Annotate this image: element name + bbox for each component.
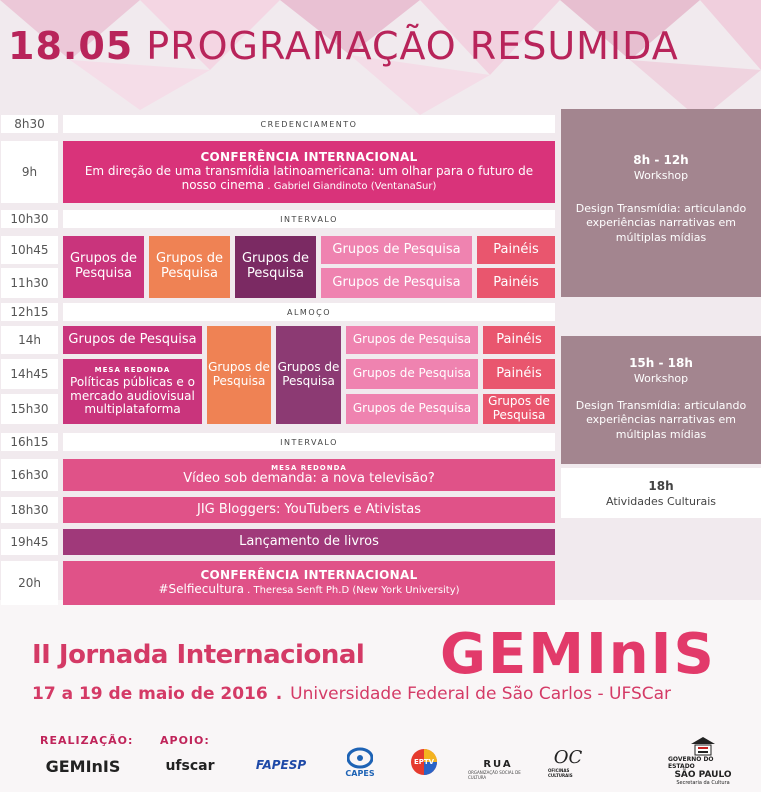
oficinas-culturais-logo [548, 744, 588, 780]
bar-intervalo: INTERVALO [63, 210, 555, 228]
time-slot: 12h15 [1, 303, 58, 321]
session-bloggers: JIG Bloggers: YouTubers e Ativistas [63, 497, 555, 523]
separator: . [275, 684, 283, 704]
session-grupos-pesquisa: Grupos de Pesquisa [321, 268, 472, 298]
conference-speaker: . Theresa Senft Ph.D (New York University) [243, 585, 460, 596]
capes-text: CAPES [345, 768, 375, 778]
time-slot: 10h30 [1, 210, 58, 228]
title-text: PROGRAMAÇÃO RESUMIDA [146, 24, 679, 68]
session-paineis: Painéis [477, 236, 555, 264]
time-slot: 14h [1, 326, 58, 354]
time-slot: 16h15 [1, 433, 58, 451]
mesa-redonda-block [63, 459, 555, 491]
conference-title-2 [158, 583, 459, 597]
gov-line2: SÃO PAULO [674, 770, 732, 780]
event-university: Universidade Federal de São Carlos - UFSCar [290, 684, 672, 704]
session-paineis: Painéis [483, 326, 555, 354]
oc-text: OC [553, 746, 583, 768]
session-grupos-pesquisa: Grupos de Pesquisa [63, 236, 144, 298]
workshop-block [561, 109, 761, 297]
session-grupos-pesquisa: Grupos de Pesquisa [207, 326, 271, 424]
apoio-label: APOIO: [160, 734, 210, 747]
event-name: II Jornada Internacional [32, 640, 365, 670]
rua-subtext: ORGANIZAÇÃO SOCIAL DE CULTURA [468, 769, 521, 780]
oc-subtext: OFICINAS CULTURAIS [548, 767, 573, 778]
event-dates: 17 a 19 de maio de 2016 [32, 684, 268, 704]
ufscar-logo: ufscar [165, 758, 215, 774]
conference-speaker: . Gabriel Giandinoto (VentanaSur) [264, 180, 437, 192]
geminis-logo: GEMInIS [45, 756, 121, 776]
time-slot: 19h45 [1, 529, 58, 555]
bar-almoco: ALMOÇO [63, 303, 555, 321]
mesa-heading: MESA REDONDA [271, 463, 347, 472]
event-logo-text: GEMInIS [440, 622, 716, 687]
mesa-redonda-block [63, 359, 202, 424]
workshop-desc: Design Transmídia: articulando experiências narrativas em múltiplas mídias [575, 399, 747, 441]
time-slot: 16h30 [1, 459, 58, 491]
workshop-desc: Design Transmídia: articulando experiências narrativas em múltiplas mídias [575, 202, 747, 244]
conference-block [63, 141, 555, 203]
time-slot: 18h30 [1, 497, 58, 523]
time-slot: 11h30 [1, 268, 58, 298]
gov-line3: Secretaria da Cultura [676, 780, 730, 786]
workshop-label: Workshop [633, 372, 689, 385]
title-date: 18.05 [8, 24, 134, 68]
conference-block [63, 561, 555, 605]
session-grupos-pesquisa: Grupos de Pesquisa [321, 236, 472, 264]
cultural-label: Atividades Culturais [605, 494, 716, 508]
capes-logo [340, 744, 380, 780]
conference-title-2 [182, 179, 437, 193]
sp-coat-of-arms-icon [690, 736, 716, 756]
session-grupos-pesquisa: Grupos de Pesquisa [63, 326, 202, 354]
workshop-time: 8h - 12h [633, 153, 689, 167]
mesa-heading: MESA REDONDA [94, 365, 171, 374]
mesa-text: Políticas públicas e o mercado audiovisual multiplataforma [70, 374, 195, 417]
session-grupos-pesquisa: Grupos de Pesquisa [346, 359, 478, 389]
cultural-block [561, 468, 761, 518]
session-grupos-pesquisa: Grupos de Pesquisa [235, 236, 316, 298]
gov-line1: GOVERNO DO ESTADO [668, 756, 714, 770]
workshop-time: 15h - 18h [629, 356, 693, 370]
eptv-logo [408, 746, 440, 778]
session-grupos-pesquisa: Grupos de Pesquisa [276, 326, 341, 424]
bar-credenciamento: CREDENCIAMENTO [63, 115, 555, 133]
eptv-text: EPTV [413, 758, 435, 766]
session-paineis: Painéis [483, 359, 555, 389]
session-grupos-pesquisa: Grupos de Pesquisa [149, 236, 230, 298]
time-slot: 20h [1, 561, 58, 605]
session-grupos-pesquisa: Grupos de Pesquisa [483, 394, 555, 424]
realizacao-label: REALIZAÇÃO: [40, 734, 134, 747]
mesa-text: Vídeo sob demanda: a nova televisão? [183, 470, 435, 486]
rua-text: RUA [483, 758, 513, 770]
session-lancamento-livros: Lançamento de livros [63, 529, 555, 555]
session-grupos-pesquisa: Grupos de Pesquisa [346, 394, 478, 424]
workshop-block [561, 336, 761, 464]
event-dates-line [32, 684, 671, 704]
conference-title-part: #Selfiecultura [158, 582, 244, 596]
time-slot: 14h45 [1, 359, 58, 389]
bar-intervalo: INTERVALO [63, 433, 555, 451]
page-title [8, 24, 679, 68]
capes-icon [347, 747, 373, 769]
session-grupos-pesquisa: Grupos de Pesquisa [346, 326, 478, 354]
cultural-time: 18h [648, 478, 674, 493]
time-slot: 8h30 [1, 115, 58, 133]
conference-heading: CONFERÊNCIA INTERNACIONAL [200, 568, 418, 583]
rua-logo [468, 758, 528, 780]
governo-sp-logo [668, 734, 738, 788]
time-slot: 15h30 [1, 394, 58, 424]
fapesp-logo: FAPESP [255, 758, 307, 772]
time-slot: 10h45 [1, 236, 58, 264]
workshop-label: Workshop [633, 169, 689, 182]
conference-title: Em direção de uma transmídia latinoamericana: um olhar para o futuro de [84, 164, 534, 179]
conference-title-part: nosso cinema [181, 177, 265, 192]
time-slot: 9h [1, 141, 58, 203]
conference-heading: CONFERÊNCIA INTERNACIONAL [200, 150, 418, 165]
session-paineis: Painéis [477, 268, 555, 298]
